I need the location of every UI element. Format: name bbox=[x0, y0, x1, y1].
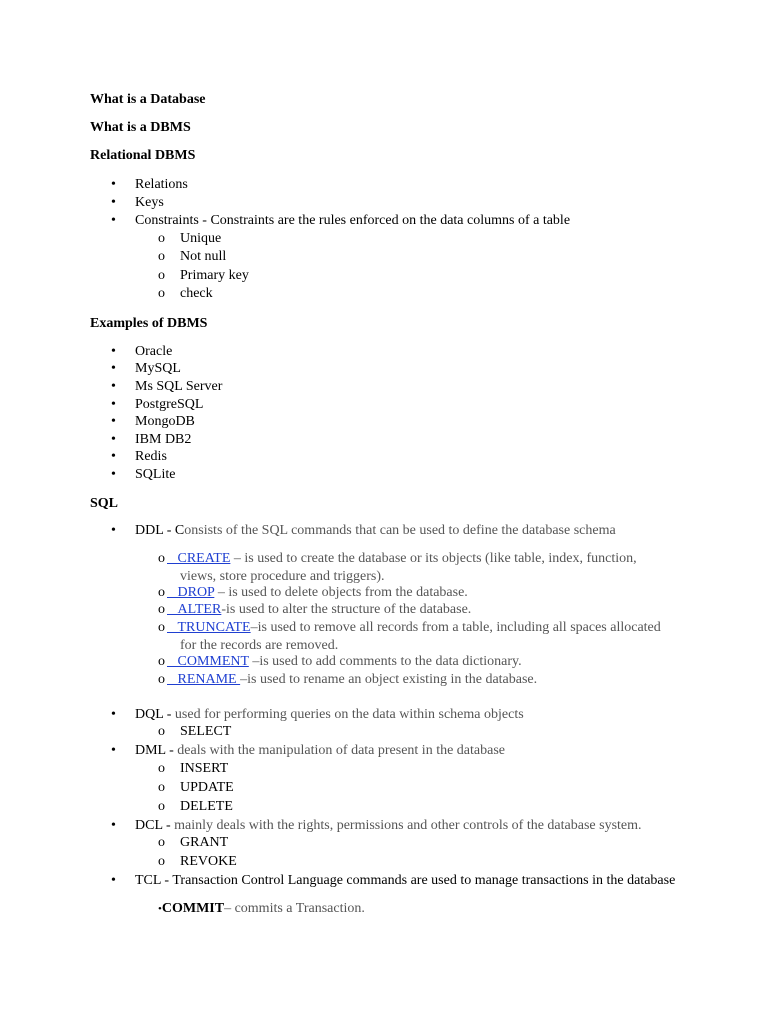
bullet-icon: • bbox=[111, 397, 116, 412]
bullet-icon: • bbox=[111, 361, 116, 376]
circle-bullet-icon: o bbox=[158, 854, 165, 869]
circle-bullet-icon: o bbox=[158, 799, 165, 814]
heading-what-is-database: What is a Database bbox=[90, 92, 206, 107]
ddl-command-cont: for the records are removed. bbox=[180, 638, 339, 653]
circle-bullet-icon: o bbox=[158, 551, 165, 566]
bullet-icon: • bbox=[111, 743, 116, 758]
circle-bullet-icon: o bbox=[158, 724, 165, 739]
circle-bullet-icon: o bbox=[158, 780, 165, 795]
circle-bullet-icon: o bbox=[158, 654, 165, 669]
bullet-icon: • bbox=[111, 432, 116, 447]
circle-bullet-icon: o bbox=[158, 761, 165, 776]
alter-link[interactable]: ALTER bbox=[177, 602, 222, 617]
create-link[interactable]: CREATE bbox=[177, 551, 231, 566]
truncate-link[interactable]: TRUNCATE bbox=[177, 620, 251, 635]
bullet-icon: • bbox=[111, 379, 116, 394]
heading-what-is-dbms: What is a DBMS bbox=[90, 120, 191, 135]
rename-link[interactable]: RENAME bbox=[177, 672, 241, 687]
small-bullet-icon: • bbox=[158, 903, 162, 915]
drop-link[interactable]: DROP bbox=[177, 585, 215, 600]
bullet-icon: • bbox=[111, 467, 116, 482]
bullet-icon: • bbox=[111, 873, 116, 888]
circle-bullet-icon: o bbox=[158, 286, 165, 301]
bullet-icon: • bbox=[111, 344, 116, 359]
circle-bullet-icon: o bbox=[158, 268, 165, 283]
circle-bullet-icon: o bbox=[158, 835, 165, 850]
ddl-label: DDL - bbox=[135, 523, 175, 538]
commit-item: •COMMIT– commits a Transaction. bbox=[158, 901, 365, 916]
heading-relational-dbms: Relational DBMS bbox=[90, 148, 196, 163]
bullet-icon: • bbox=[111, 449, 116, 464]
heading-examples-of-dbms: Examples of DBMS bbox=[90, 316, 208, 331]
circle-bullet-icon: o bbox=[158, 231, 165, 246]
ddl-command-cont: views, store procedure and triggers). bbox=[180, 569, 385, 584]
bullet-icon: • bbox=[111, 707, 116, 722]
circle-bullet-icon: o bbox=[158, 672, 165, 687]
bullet-icon: • bbox=[111, 177, 116, 192]
bullet-icon: • bbox=[111, 523, 116, 538]
bullet-icon: • bbox=[111, 195, 116, 210]
circle-bullet-icon: o bbox=[158, 249, 165, 264]
circle-bullet-icon: o bbox=[158, 620, 165, 635]
heading-sql: SQL bbox=[90, 496, 119, 511]
circle-bullet-icon: o bbox=[158, 602, 165, 617]
bullet-icon: • bbox=[111, 818, 116, 833]
bullet-icon: • bbox=[111, 213, 116, 228]
bullet-icon: • bbox=[111, 414, 116, 429]
comment-link[interactable]: COMMENT bbox=[177, 654, 249, 669]
circle-bullet-icon: o bbox=[158, 585, 165, 600]
